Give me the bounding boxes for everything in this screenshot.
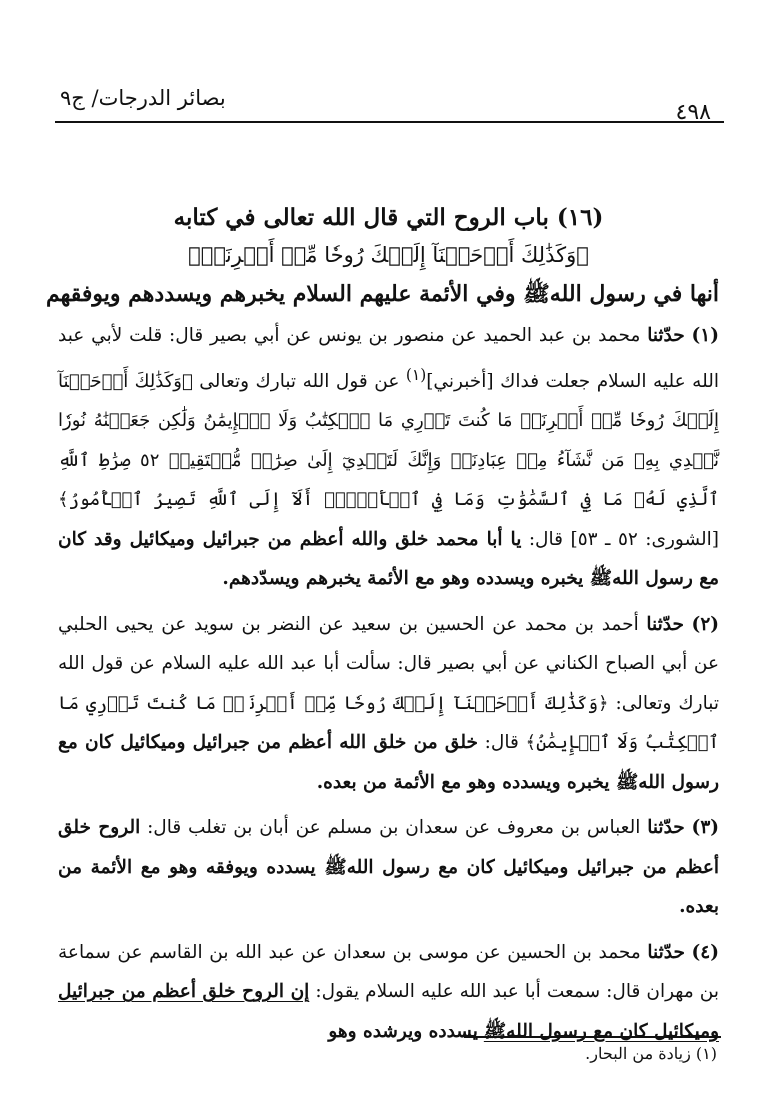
- hadith-opener: حدّثنا: [646, 613, 684, 635]
- hadith-said: قال:: [484, 732, 519, 754]
- page-body: [45, 200, 720, 1057]
- footnote: (١) زيادة من البحار.: [585, 1044, 717, 1063]
- running-title: بصائر الدرجات/ ج٩: [60, 86, 226, 110]
- verse-citation: [الشورى: ٥٢ ـ ٥٣]: [570, 528, 719, 550]
- page-number: ٤٩٨: [675, 100, 711, 125]
- hadith-said: قال:: [528, 528, 563, 550]
- hadith-3: [58, 808, 719, 927]
- hadith-chain: العباس بن معروف عن سعدان بن مسلم عن أبان بن تغلب قال:: [147, 817, 641, 839]
- hadith-chain: محمد بن عبد الحميد عن منصور بن يونس عن أبي بصير قال: قلت لأبي عبد الله عليه السلام جعلت فداك [أخبرني]: [58, 325, 719, 392]
- hadith-opener: حدّثنا: [647, 941, 685, 963]
- header-divider: [55, 121, 724, 123]
- hadith-answer: الروح خلق أعظم من جبرائيل وميكائيل كان مع رسول اللهﷺ يسدده ويوفقه وهو مع الأئمة من بعده.: [58, 817, 719, 918]
- hadith-chain: محمد بن الحسين عن موسى بن سعدان عن عبد الله بن القاسم عن سماعة بن مهران قال: سمعت أبا عبد الله عليه السلام يقول:: [58, 941, 719, 1003]
- quran-verse: ﴿وَكَذَٰلِكَ أَوۡحَيۡنَآ إِلَيۡكَ رُوحٗا مِّنۡ أَمۡرِنَاۚ مَا كُنتَ تَدۡرِي مَا ٱلۡكِتَٰبُ وَلَا ٱلۡإِيمَٰنُ وَلَٰكِن جَعَلۡنَٰهُ نُورٗا نَّهۡدِي بِهِۦ مَن نَّشَآءُ مِنۡ عِبَادِنَاۚ وَإِنَّكَ لَتَهۡدِيٓ إِلَىٰ صِرَٰطٖ مُّسۡتَقِيمٖ ٥٢ صِرَٰطِ ٱللَّهِ ٱلَّذِي لَهُۥ مَا فِي ٱلسَّمَٰوَٰتِ وَمَا فِي ٱلۡأَرۡضِۗ أَلَآ إِلَى ٱللَّهِ تَصِيرُ ٱلۡأُمُورُ﴾: [58, 370, 719, 511]
- chapter-title: (١٦) باب الروح التي قال الله تعالى في كتابه: [173, 204, 604, 231]
- hadith-answer-underlined: إن الروح خلق أعظم من جبرائيل وميكائيل كان مع رسول اللهﷺ: [58, 981, 719, 1042]
- hadith-opener: حدّثنا: [647, 325, 685, 346]
- hadith-chain: أحمد بن محمد عن الحسين بن سعيد عن النضر بن سويد عن يحيى الحلبي عن أبي الصباح الكناني عن أبي بصير قال: سألت أبا عبد الله عليه السلام عن قول الله تبارك وتعالى:: [58, 613, 719, 714]
- hadith-2: [58, 605, 719, 803]
- footnote-divider: [464, 1036, 721, 1038]
- chapter-subtitle: أنها في رسول اللهﷺ وفي الأئمة عليهم السلام يخبرهم ويسددهم ويوفقهم: [45, 281, 719, 307]
- footnote-reference: (١): [405, 365, 427, 384]
- hadith-1: [58, 316, 719, 599]
- hadith-number: (٢): [691, 613, 720, 635]
- chapter-verse: ﴿وَكَذَٰلِكَ أَوۡحَيۡنَآ إِلَيۡكَ رُوحٗا مِّنۡ أَمۡرِنَاۚ﴾: [188, 243, 589, 267]
- hadith-answer: خلق من خلق الله أعظم من جبرائيل وميكائيل كان مع رسول اللهﷺ يخبره ويسدده وهو مع الأئمة من بعده.: [58, 732, 719, 793]
- hadith-number: (٤): [691, 941, 719, 963]
- quran-verse: ﴿وَكَذَٰلِكَ أَوۡحَيۡنَآ إِلَيۡكَ رُوحٗا مِّنۡ أَمۡرِنَاۚ مَا كُنتَ تَدۡرِي مَا ٱلۡكِتَٰبُ وَلَا ٱلۡإِيمَٰنُ﴾: [58, 692, 719, 754]
- hadith-number: (٣): [691, 817, 720, 839]
- hadith-text: عن قول الله تبارك وتعالى: [199, 370, 400, 392]
- hadith-answer: يا أبا محمد خلق والله أعظم من جبرائيل وميكائيل وقد كان مع رسول اللهﷺ يخبره ويسدده وهو مع الأئمة يخبرهم ويسدّدهم.: [58, 528, 719, 590]
- hadith-4: [58, 933, 719, 1052]
- hadith-answer-continued: يسدده ويرشده وهو: [328, 1020, 478, 1042]
- hadith-opener: حدّثنا: [647, 817, 685, 839]
- hadith-number: (١): [691, 325, 719, 346]
